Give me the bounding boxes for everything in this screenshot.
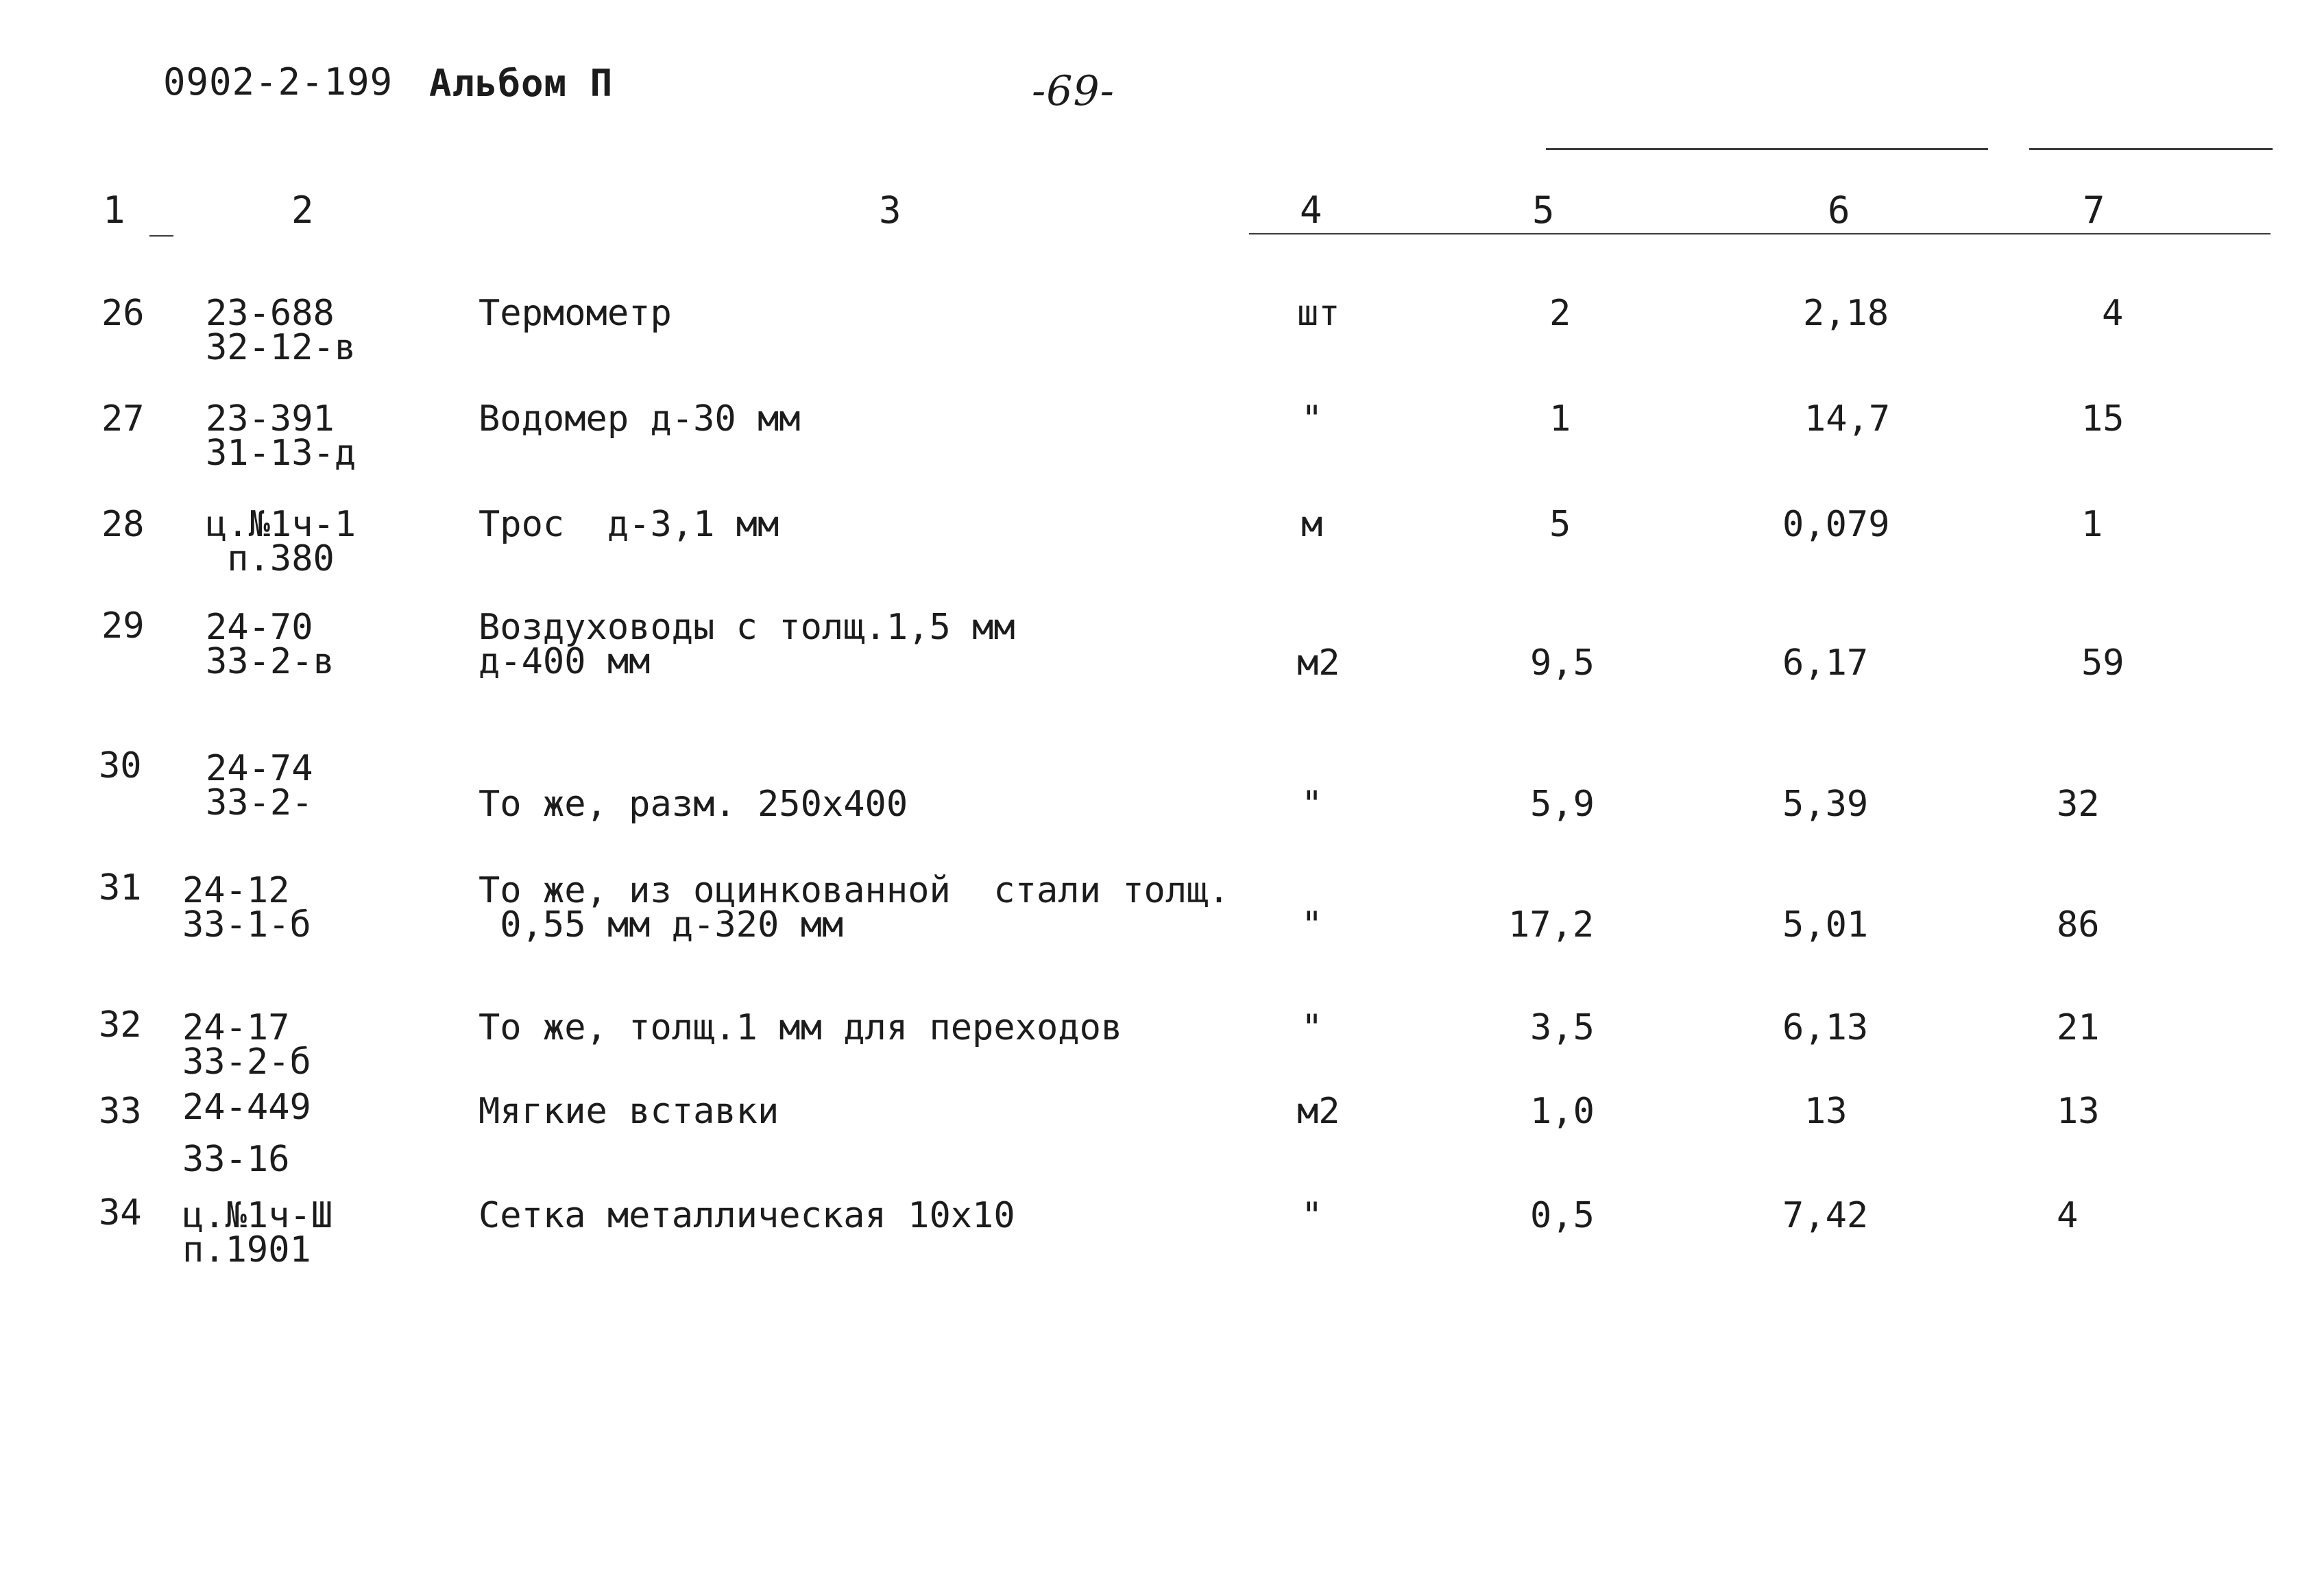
row-number: 33 xyxy=(99,1091,142,1132)
row-price: 6,13 xyxy=(1782,1007,1869,1048)
header-rule-left xyxy=(1546,148,1988,150)
row-unit: м xyxy=(1301,504,1323,545)
row-code: 24-12 33-1-б xyxy=(182,870,311,945)
column-header-rule xyxy=(1249,233,2271,234)
row-quantity: 9,5 xyxy=(1530,642,1595,684)
row-unit: м2 xyxy=(1297,1091,1340,1132)
column-header-2: 2 xyxy=(291,189,314,232)
row-quantity: 1,0 xyxy=(1530,1091,1595,1132)
row-number: 26 xyxy=(101,293,145,334)
row-name: То же, толщ.1 мм для переходов xyxy=(479,1007,1123,1048)
row-code: ц.№1ч-1 п.380 xyxy=(206,504,356,579)
column-header-5: 5 xyxy=(1532,189,1555,232)
row-code: 24-449 33-16 xyxy=(182,1087,311,1180)
row-quantity: 2 xyxy=(1549,293,1571,334)
row-total: 1 xyxy=(2081,504,2103,545)
row-name: То же, из оцинкованной стали толщ. 0,55 мм д-320 мм xyxy=(479,870,1230,945)
row-quantity: 1 xyxy=(1549,398,1571,439)
row-name: Водомер д-30 мм xyxy=(479,398,801,439)
column-header-3: 3 xyxy=(879,189,901,232)
row-unit: " xyxy=(1301,1195,1323,1236)
column-header-6: 6 xyxy=(1828,189,1850,232)
row-number: 28 xyxy=(101,504,145,545)
row-quantity: 5,9 xyxy=(1530,784,1595,825)
row-price: 0,079 xyxy=(1782,504,1890,545)
album-label: Альбом П xyxy=(429,62,614,105)
page-number: -69- xyxy=(1032,67,1115,115)
row-code: 24-70 33-2-в xyxy=(206,607,335,682)
row-price: 13 xyxy=(1804,1091,1848,1132)
row-number: 30 xyxy=(99,745,142,786)
row-total: 4 xyxy=(2057,1195,2079,1236)
row-number: 32 xyxy=(99,1004,142,1046)
row-code: 24-74 33-2- xyxy=(206,748,313,823)
row-total: 4 xyxy=(2102,293,2124,334)
row-unit: " xyxy=(1301,398,1323,439)
header-rule-right xyxy=(2029,148,2273,150)
row-number: 31 xyxy=(99,867,142,908)
row-total: 86 xyxy=(2057,904,2100,945)
row-name: Воздуховоды с толщ.1,5 мм д-400 мм xyxy=(479,607,1015,682)
row-price: 6,17 xyxy=(1782,642,1869,684)
row-quantity: 3,5 xyxy=(1530,1007,1595,1048)
row-name: То же, разм. 250х400 xyxy=(479,784,908,825)
document-code: 0902-2-199 xyxy=(163,60,394,104)
row-name: Термометр xyxy=(479,293,672,334)
column-header-7: 7 xyxy=(2083,189,2105,232)
row-number: 27 xyxy=(101,398,145,439)
row-total: 13 xyxy=(2057,1091,2100,1132)
column-header-rule-left xyxy=(149,235,173,237)
row-quantity: 0,5 xyxy=(1530,1195,1595,1236)
row-name: Сетка металлическая 10х10 xyxy=(479,1195,1015,1236)
row-price: 2,18 xyxy=(1803,293,1889,334)
row-total: 21 xyxy=(2057,1007,2100,1048)
row-unit: м2 xyxy=(1297,642,1340,684)
row-total: 59 xyxy=(2081,642,2125,684)
row-total: 32 xyxy=(2057,784,2100,825)
row-price: 14,7 xyxy=(1804,398,1891,439)
row-quantity: 5 xyxy=(1549,504,1571,545)
row-unit: " xyxy=(1301,1007,1323,1048)
row-price: 5,39 xyxy=(1782,784,1869,825)
row-code: 23-688 32-12-в xyxy=(206,293,356,368)
row-number: 34 xyxy=(99,1192,142,1233)
row-unit: шт xyxy=(1297,293,1340,334)
row-code: ц.№1ч-Ш п.1901 xyxy=(182,1195,333,1270)
row-unit: " xyxy=(1301,904,1323,945)
column-header-1: 1 xyxy=(103,189,125,232)
row-price: 7,42 xyxy=(1782,1195,1869,1236)
row-unit: " xyxy=(1301,784,1323,825)
row-price: 5,01 xyxy=(1782,904,1869,945)
row-name: Мягкие вставки xyxy=(479,1091,779,1132)
row-number: 29 xyxy=(101,605,145,647)
row-code: 23-391 31-13-д xyxy=(206,398,356,474)
row-total: 15 xyxy=(2081,398,2125,439)
row-quantity: 17,2 xyxy=(1508,904,1595,945)
column-header-4: 4 xyxy=(1300,189,1322,232)
row-code: 24-17 33-2-б xyxy=(182,1007,311,1083)
row-name: Трос д-3,1 мм xyxy=(479,504,779,545)
